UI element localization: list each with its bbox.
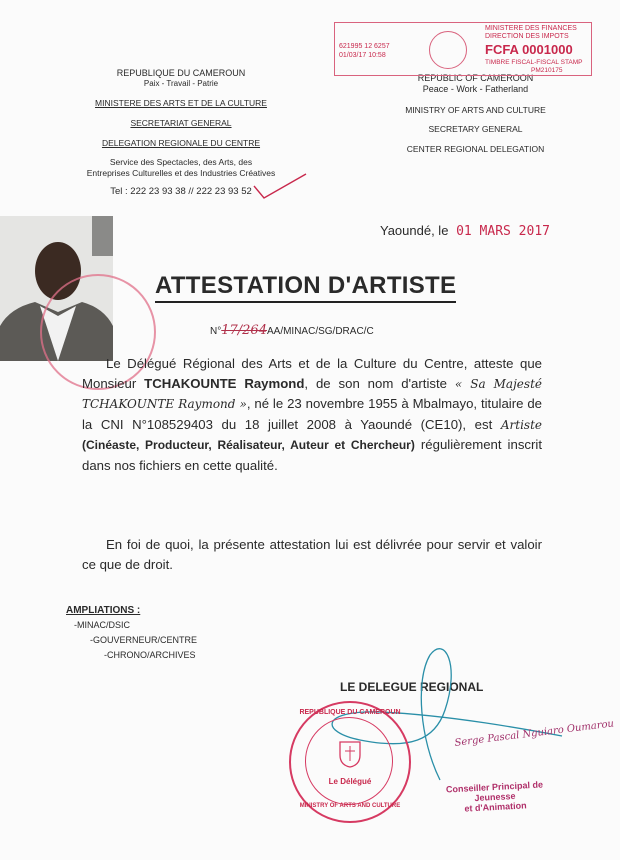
- ampliation-item: -GOUVERNEUR/CENTRE: [90, 635, 198, 645]
- round-stamp: [289, 701, 411, 823]
- fiscal-stamp: [334, 22, 592, 76]
- fiscal-stamp-serial: PM210175: [531, 67, 563, 74]
- signatory-role: [424, 778, 565, 815]
- fr-motto: Paix - Travail - Patrie: [143, 79, 219, 89]
- fiscal-stamp-amount: FCFA 0001000: [485, 42, 573, 57]
- body-artist-intro: , de son nom d'artiste: [304, 375, 447, 391]
- fr-phone: Tel : 222 23 93 38 // 222 23 93 52: [110, 186, 252, 198]
- fr-service-line2: Entreprises Culturelles et des Industries Créatives: [86, 167, 276, 178]
- body-intro: Le Délégué Régional des Arts et de la Culture du Centre, atteste que Monsieur: [82, 356, 542, 391]
- en-delegation: CENTER REGIONAL DELEGATION: [406, 143, 545, 154]
- fr-service-line1: Service des Spectacles, des Arts, des: [109, 157, 253, 168]
- fiscal-stamp-seal: [429, 31, 467, 69]
- date-stamp: 01 MARS 2017: [456, 224, 550, 239]
- body-registration: régulièrement inscrit dans nos fichiers en cette qualité.: [82, 437, 542, 473]
- signatory-title: LE DELEGUE REGIONAL: [340, 680, 484, 694]
- ampliations: [66, 603, 197, 663]
- reference-handwritten-number: 17/264: [221, 323, 267, 338]
- document-title: ATTESTATION D'ARTISTE: [155, 272, 456, 303]
- artist-name: « Sa Majesté TCHAKOUNTE Raymond »: [82, 376, 542, 411]
- date-city: Yaoundé, le: [380, 223, 449, 238]
- round-stamp-outer-bottom: MINISTRY OF ARTS AND CULTURE: [299, 803, 401, 809]
- closing-paragraph: [82, 535, 542, 574]
- signatory-role-line1: Conseiller Principal de Jeunesse: [445, 779, 544, 804]
- fr-republic: REPUBLIQUE DU CAMEROUN: [116, 68, 246, 78]
- coat-of-arms-icon: [335, 739, 365, 769]
- en-motto: Peace - Work - Fatherland: [422, 84, 529, 95]
- ampliation-item: -MINAC/DSIC: [74, 620, 130, 630]
- ampliations-heading: AMPLIATIONS :: [66, 605, 141, 616]
- en-republic: REPUBLIC OF CAMEROON: [417, 73, 534, 83]
- check-mark-icon: [250, 168, 310, 208]
- fiscal-stamp-label: TIMBRE FISCAL-FISCAL STAMP: [485, 59, 583, 66]
- fiscal-stamp-left1: 621995 12 6257: [339, 43, 390, 50]
- round-stamp-center: Le Délégué: [328, 777, 372, 786]
- en-ministry: MINISTRY OF ARTS AND CULTURE: [405, 104, 546, 115]
- qualite: Artiste: [500, 417, 543, 432]
- fr-secretariat: SECRETARIAT GENERAL: [130, 117, 232, 128]
- en-header: [378, 73, 573, 154]
- fiscal-stamp-line1: MINISTERE DES FINANCES: [485, 25, 577, 32]
- round-stamp-outer-top: REPUBLIQUE DU CAMEROUN: [299, 709, 401, 716]
- reference-prefix: N°: [210, 326, 222, 337]
- date-line: [380, 223, 550, 239]
- en-secretariat: SECRETARY GENERAL: [428, 124, 523, 135]
- fr-ministry: MINISTERE DES ARTS ET DE LA CULTURE: [95, 98, 267, 109]
- fiscal-stamp-line2: DIRECTION DES IMPOTS: [485, 33, 569, 40]
- roles: (Cinéaste, Producteur, Réalisateur, Auteur et Chercheur): [82, 438, 415, 452]
- ampliation-item: -CHRONO/ARCHIVES: [104, 650, 196, 660]
- reference-suffix: AA/MINAC/SG/DRAC/C: [266, 326, 374, 337]
- fiscal-stamp-left2: 01/03/17 10:58: [339, 52, 386, 59]
- fr-delegation: DELEGATION REGIONALE DU CENTRE: [101, 137, 261, 148]
- reference-number: [210, 323, 374, 338]
- attestation-body: [82, 354, 542, 475]
- closing-text: En foi de quoi, la présente attestation lui est délivrée pour servir et valoir ce que de droit.: [82, 537, 542, 572]
- signature: Serge Pascal Nguiaro Oumarou: [454, 718, 615, 749]
- signatory-role-line2: et d'Animation: [464, 800, 527, 814]
- body-details: , né le 23 novembre 1955 à Mbalmayo, titulaire de la CNI N°108529403 du 18 juillet 2008 à Yaoundé (CE10), est: [82, 396, 543, 432]
- person-name: TCHAKOUNTE Raymond: [144, 375, 305, 391]
